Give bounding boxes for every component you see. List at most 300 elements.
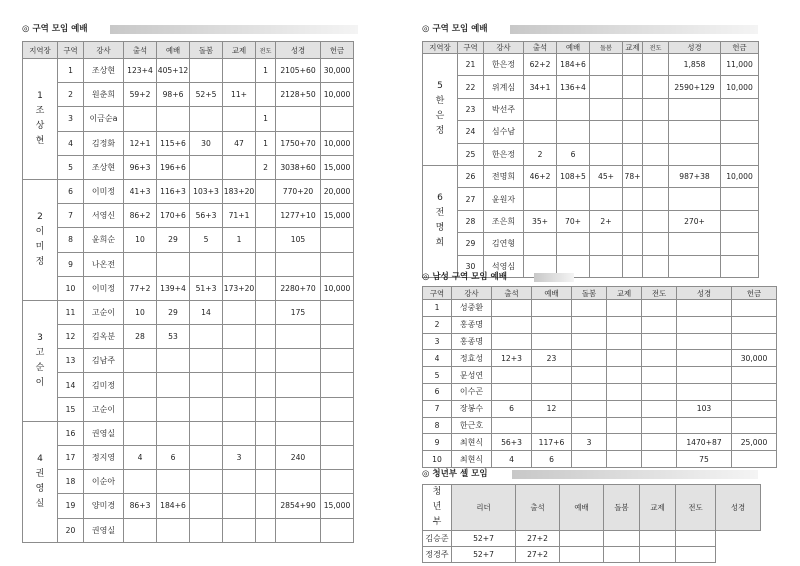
table-cell: 2590+129: [669, 76, 721, 98]
table-cell: 18: [58, 470, 84, 494]
table-cell: [642, 367, 677, 384]
title-bar: [512, 470, 758, 479]
table-cell: [492, 367, 532, 384]
teacher-name: 김정화: [84, 131, 124, 155]
table-cell: [492, 316, 532, 333]
table-cell: 52+7: [452, 531, 516, 547]
table-cell: [190, 446, 223, 470]
table-cell: [721, 121, 759, 143]
column-header: 출석: [492, 287, 532, 300]
teacher-name: 한은정: [484, 54, 524, 76]
table-cell: [643, 165, 669, 187]
column-header: 헌금: [321, 42, 354, 59]
teacher-name: 김연형: [484, 233, 524, 255]
table-cell: [623, 210, 643, 232]
table-cell: [607, 451, 642, 468]
table-cell: 23: [458, 98, 484, 120]
region-leader-char: 전: [435, 208, 445, 219]
table-cell: 1: [223, 228, 256, 252]
table-cell: [642, 400, 677, 417]
column-header: 출석: [524, 42, 557, 54]
table-cell: 4: [58, 131, 84, 155]
region-leader-char: 고: [35, 347, 45, 358]
region-leader-char: 3: [37, 332, 43, 343]
table-cell: 46+2: [524, 165, 557, 187]
column-header: 예배: [557, 42, 590, 54]
table-cell: [223, 421, 256, 445]
table-cell: 6: [492, 400, 532, 417]
table-cell: [256, 300, 276, 324]
district-table-left: [22, 41, 354, 543]
region-leader-char: 은: [435, 111, 445, 122]
table-cell: 25,000: [732, 434, 777, 451]
table-cell: [572, 400, 607, 417]
table-cell: [677, 350, 732, 367]
table-cell: 12: [532, 400, 572, 417]
table-cell: 12: [58, 325, 84, 349]
section-title-men: ◎ 남성 구역 모임 예배: [422, 270, 758, 284]
table-cell: 13: [58, 349, 84, 373]
table-cell: 30,000: [732, 350, 777, 367]
table-cell: [676, 547, 716, 563]
teacher-name: 한근호: [452, 417, 492, 434]
table-cell: [276, 397, 321, 421]
table-cell: [590, 98, 623, 120]
table-row: [23, 325, 354, 349]
region-leader-char: 정: [435, 126, 445, 137]
table-cell: [223, 59, 256, 83]
table-cell: [607, 316, 642, 333]
table-cell: [623, 98, 643, 120]
region-leader-char: 정: [35, 256, 45, 267]
table-cell: 27: [458, 188, 484, 210]
teacher-name: 권영실: [84, 421, 124, 445]
table-cell: [643, 76, 669, 98]
section-title-right: ◎ 구역 모임 예배: [422, 22, 758, 36]
youth-group-cell: [423, 485, 452, 531]
table-cell: [643, 210, 669, 232]
teacher-name: 조상현: [84, 59, 124, 83]
region-leader-char: 2: [37, 211, 43, 222]
table-cell: 20: [58, 518, 84, 542]
table-cell: [256, 252, 276, 276]
table-cell: 11,000: [721, 54, 759, 76]
teacher-name: 윤원자: [484, 188, 524, 210]
table-cell: 9: [423, 434, 452, 451]
table-cell: 27+2: [516, 531, 560, 547]
table-row: [423, 300, 777, 317]
teacher-name: 김남주: [84, 349, 124, 373]
table-cell: 75: [677, 451, 732, 468]
table-cell: 29: [157, 228, 190, 252]
table-cell: 1: [423, 300, 452, 317]
region-leader-cell: [23, 300, 58, 421]
table-cell: [607, 333, 642, 350]
teacher-name: 최현식: [452, 434, 492, 451]
table-cell: [223, 325, 256, 349]
table-cell: 7: [423, 400, 452, 417]
table-cell: [557, 98, 590, 120]
teacher-name: 전명희: [484, 165, 524, 187]
table-cell: [190, 421, 223, 445]
table-cell: [643, 54, 669, 76]
region-leader-char: 4: [37, 453, 43, 464]
table-cell: [124, 373, 157, 397]
table-cell: [276, 373, 321, 397]
table-cell: [643, 188, 669, 210]
teacher-name: 김옥분: [84, 325, 124, 349]
table-row: [423, 54, 759, 76]
region-leader-cell: [423, 165, 458, 277]
table-cell: 15,000: [321, 155, 354, 179]
region-leader-char: 명: [435, 223, 445, 234]
table-cell: [223, 252, 256, 276]
table-cell: [524, 188, 557, 210]
column-header: 교제: [223, 42, 256, 59]
table-cell: 8: [423, 417, 452, 434]
column-header: 강사: [484, 42, 524, 54]
table-cell: 4: [124, 446, 157, 470]
table-cell: 22: [458, 76, 484, 98]
table-cell: [157, 373, 190, 397]
column-header: 돌봄: [604, 485, 640, 531]
table-cell: [190, 349, 223, 373]
table-cell: [223, 397, 256, 421]
teacher-name: 서영신: [84, 204, 124, 228]
table-cell: [607, 400, 642, 417]
table-cell: [669, 233, 721, 255]
table-cell: [532, 367, 572, 384]
table-cell: 5: [58, 155, 84, 179]
table-cell: [321, 107, 354, 131]
table-cell: 1: [256, 107, 276, 131]
table-cell: [721, 210, 759, 232]
teacher-name: 장봉수: [452, 400, 492, 417]
table-cell: [492, 383, 532, 400]
table-cell: [223, 107, 256, 131]
table-row: [23, 155, 354, 179]
table-cell: [572, 383, 607, 400]
table-cell: 2854+90: [276, 494, 321, 518]
table-cell: [677, 333, 732, 350]
teacher-name: 조은희: [484, 210, 524, 232]
table-row: [23, 131, 354, 155]
table-cell: 51+3: [190, 276, 223, 300]
table-cell: [676, 531, 716, 547]
table-cell: [607, 417, 642, 434]
table-cell: 2: [423, 316, 452, 333]
table-row: [23, 107, 354, 131]
table-cell: [642, 316, 677, 333]
table-row: [423, 547, 761, 563]
table-cell: [677, 417, 732, 434]
table-cell: 19: [58, 494, 84, 518]
table-cell: 23: [532, 350, 572, 367]
table-cell: [642, 350, 677, 367]
table-row: [23, 421, 354, 445]
column-header: 예배: [560, 485, 604, 531]
right-page: [400, 0, 800, 566]
table-cell: [321, 349, 354, 373]
table-cell: [623, 121, 643, 143]
table-cell: [157, 470, 190, 494]
table-cell: [607, 300, 642, 317]
column-header: 출석: [516, 485, 560, 531]
table-cell: [732, 300, 777, 317]
table-cell: [321, 397, 354, 421]
column-header: 돌봄: [190, 42, 223, 59]
table-cell: 170+6: [157, 204, 190, 228]
table-cell: 78+: [623, 165, 643, 187]
table-cell: [190, 518, 223, 542]
table-cell: [124, 349, 157, 373]
header-row: [423, 42, 759, 54]
table-cell: [124, 470, 157, 494]
table-cell: [321, 252, 354, 276]
table-cell: [276, 349, 321, 373]
column-header: 헌금: [732, 287, 777, 300]
table-cell: [321, 228, 354, 252]
title-bar: [534, 273, 574, 282]
table-row: [23, 397, 354, 421]
column-header: 돌봄: [572, 287, 607, 300]
table-row: [23, 252, 354, 276]
table-cell: [276, 107, 321, 131]
table-cell: 26: [458, 165, 484, 187]
table-cell: [532, 316, 572, 333]
table-cell: 3: [223, 446, 256, 470]
teacher-name: 정효성: [452, 350, 492, 367]
table-cell: 987+38: [669, 165, 721, 187]
table-cell: [524, 98, 557, 120]
table-cell: [560, 531, 604, 547]
table-cell: [607, 383, 642, 400]
table-row: [23, 494, 354, 518]
table-cell: [623, 76, 643, 98]
table-cell: 30: [190, 131, 223, 155]
table-cell: [321, 373, 354, 397]
table-cell: 115+6: [157, 131, 190, 155]
teacher-name: 위계심: [484, 76, 524, 98]
region-leader-char: 상: [35, 120, 45, 131]
table-cell: [223, 494, 256, 518]
table-cell: 2128+50: [276, 83, 321, 107]
table-cell: [276, 252, 321, 276]
table-cell: [190, 59, 223, 83]
table-row: [423, 76, 759, 98]
table-cell: [256, 325, 276, 349]
table-cell: 11: [58, 300, 84, 324]
column-header: 성경: [276, 42, 321, 59]
table-cell: [643, 233, 669, 255]
table-cell: [623, 54, 643, 76]
table-cell: 196+6: [157, 155, 190, 179]
table-cell: 15: [58, 397, 84, 421]
table-cell: [321, 518, 354, 542]
table-cell: 173+20: [223, 276, 256, 300]
table-cell: 6: [532, 451, 572, 468]
table-cell: [256, 397, 276, 421]
table-row: [423, 233, 759, 255]
table-cell: 24: [458, 121, 484, 143]
table-cell: [721, 143, 759, 165]
teacher-name: 고순이: [84, 300, 124, 324]
table-cell: [124, 252, 157, 276]
table-cell: [276, 325, 321, 349]
table-cell: [643, 143, 669, 165]
table-cell: 117+6: [532, 434, 572, 451]
header-row: [423, 287, 777, 300]
table-cell: [157, 252, 190, 276]
table-cell: [256, 421, 276, 445]
table-cell: 16: [58, 421, 84, 445]
table-cell: [256, 349, 276, 373]
teacher-name: 홍종명: [452, 333, 492, 350]
table-cell: 12+1: [124, 131, 157, 155]
table-row: [423, 121, 759, 143]
table-cell: 6: [157, 446, 190, 470]
table-cell: 35+: [524, 210, 557, 232]
column-header: 전도: [643, 42, 669, 54]
table-cell: [732, 367, 777, 384]
column-header: 지역장: [23, 42, 58, 59]
teacher-name: 홍종명: [452, 316, 492, 333]
table-cell: [124, 518, 157, 542]
table-cell: 77+2: [124, 276, 157, 300]
table-cell: [157, 349, 190, 373]
column-header: 강사: [84, 42, 124, 59]
table-row: [23, 373, 354, 397]
table-cell: 30: [458, 255, 484, 277]
table-cell: 2: [256, 155, 276, 179]
table-cell: [669, 188, 721, 210]
table-cell: 1: [256, 59, 276, 83]
table-cell: [677, 367, 732, 384]
table-cell: 103: [677, 400, 732, 417]
table-cell: [190, 494, 223, 518]
table-cell: [223, 349, 256, 373]
table-cell: 21: [458, 54, 484, 76]
teacher-name: 심수남: [484, 121, 524, 143]
table-cell: 25: [458, 143, 484, 165]
table-cell: 52+7: [452, 547, 516, 563]
table-cell: 108+5: [557, 165, 590, 187]
table-cell: 10,000: [321, 131, 354, 155]
column-header: 구역: [58, 42, 84, 59]
table-cell: 10,000: [321, 276, 354, 300]
table-cell: [677, 383, 732, 400]
table-cell: [532, 300, 572, 317]
header-row: [423, 485, 761, 531]
table-row: [23, 204, 354, 228]
table-cell: [256, 83, 276, 107]
table-cell: [532, 333, 572, 350]
region-leader-char: 한: [435, 96, 445, 107]
table-cell: [732, 451, 777, 468]
table-cell: [256, 518, 276, 542]
table-cell: [124, 421, 157, 445]
table-cell: [590, 143, 623, 165]
table-cell: [572, 350, 607, 367]
table-cell: 10: [423, 451, 452, 468]
table-cell: 270+: [669, 210, 721, 232]
region-leader-char: 순: [35, 362, 45, 373]
table-cell: 2280+70: [276, 276, 321, 300]
table-cell: [256, 228, 276, 252]
table-cell: [124, 397, 157, 421]
teacher-name: 이순아: [84, 470, 124, 494]
table-row: [423, 383, 777, 400]
table-cell: 116+3: [157, 179, 190, 203]
table-cell: [642, 383, 677, 400]
table-cell: [590, 233, 623, 255]
table-cell: [256, 446, 276, 470]
teacher-name: 원춘희: [84, 83, 124, 107]
table-cell: [276, 421, 321, 445]
table-cell: [623, 188, 643, 210]
table-cell: [190, 252, 223, 276]
table-cell: [532, 417, 572, 434]
column-header: 교제: [607, 287, 642, 300]
table-cell: [276, 518, 321, 542]
table-cell: 1750+70: [276, 131, 321, 155]
table-cell: 10: [58, 276, 84, 300]
table-cell: 98+6: [157, 83, 190, 107]
teacher-name: 석영심: [484, 255, 524, 277]
table-cell: 9: [58, 252, 84, 276]
table-cell: 96+3: [124, 155, 157, 179]
teacher-name: 한은정: [484, 143, 524, 165]
table-cell: [669, 143, 721, 165]
table-cell: [532, 383, 572, 400]
teacher-name: 이미정: [84, 179, 124, 203]
table-cell: 29: [157, 300, 190, 324]
table-cell: [590, 54, 623, 76]
table-cell: [640, 531, 676, 547]
region-leader-char: 조: [35, 105, 45, 116]
table-cell: [572, 451, 607, 468]
men-table: [422, 286, 777, 468]
table-cell: 10,000: [721, 76, 759, 98]
table-cell: [623, 143, 643, 165]
youth-table: [422, 484, 761, 563]
table-cell: [157, 107, 190, 131]
table-cell: 47: [223, 131, 256, 155]
table-cell: [492, 417, 532, 434]
table-row: [423, 188, 759, 210]
table-cell: [256, 179, 276, 203]
region-leader-cell: [23, 179, 58, 300]
table-cell: [607, 350, 642, 367]
table-cell: [190, 397, 223, 421]
teacher-name: 정지영: [84, 446, 124, 470]
table-cell: [157, 518, 190, 542]
table-cell: 7: [58, 204, 84, 228]
table-row: [423, 143, 759, 165]
table-cell: 62+2: [524, 54, 557, 76]
table-cell: [642, 451, 677, 468]
table-cell: [721, 188, 759, 210]
table-cell: [604, 531, 640, 547]
column-header: 전도: [256, 42, 276, 59]
table-cell: [590, 188, 623, 210]
table-cell: 139+4: [157, 276, 190, 300]
table-row: [423, 417, 777, 434]
table-cell: 28: [458, 210, 484, 232]
table-cell: [572, 417, 607, 434]
table-cell: 184+6: [557, 54, 590, 76]
table-cell: 86+2: [124, 204, 157, 228]
